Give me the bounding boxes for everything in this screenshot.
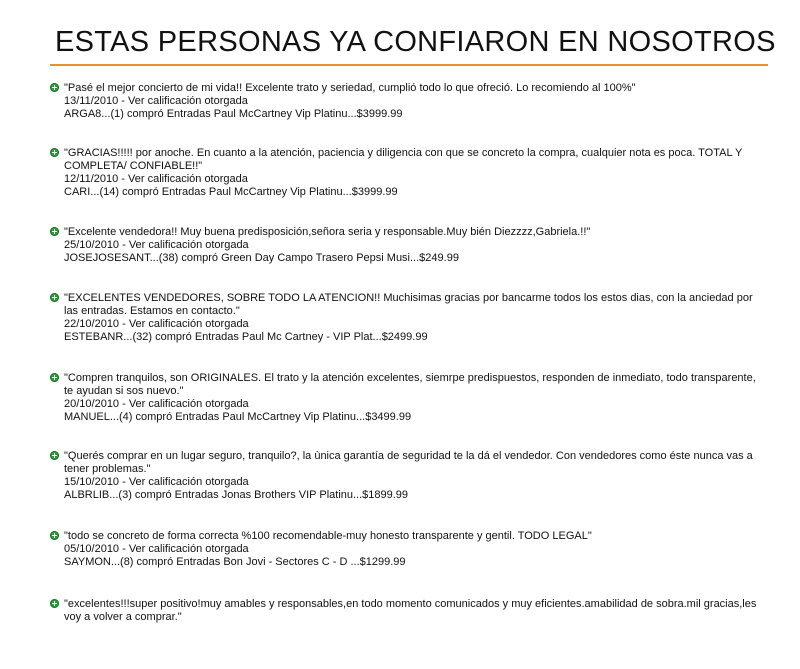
plus-circle-icon xyxy=(50,227,59,236)
review-purchase: MANUEL...(4) compró Entradas Paul McCartney Vip Platinu...$3499.99 xyxy=(64,411,412,423)
review-date-link[interactable]: 22/10/2010 - Ver calificación otorgada xyxy=(64,318,249,330)
review-item xyxy=(50,598,760,624)
plus-circle-icon xyxy=(50,451,59,460)
review-item xyxy=(50,82,760,121)
review-quote: "Pasé el mejor concierto de mi vida!! Excelente trato y seriedad, cumplió todo lo que ofreció. Lo recomiendo al 100%" xyxy=(64,82,636,94)
plus-circle-icon xyxy=(50,599,59,608)
review-quote: "EXCELENTES VENDEDORES, SOBRE TODO LA ATENCION!! Muchisimas gracias por bancarme todos los estos dias, con la anciedad por las entradas. Estamos en contacto." xyxy=(64,292,753,317)
review-quote: "excelentes!!!super positivo!muy amables y responsables,en todo momento comunicados y muy eficientes.amabilidad de sobra.mil gracias,les voy a volver a comprar." xyxy=(64,598,757,623)
review-purchase: CARI...(14) compró Entradas Paul McCartney Vip Platinu...$3999.99 xyxy=(64,186,398,198)
plus-circle-icon xyxy=(50,373,59,382)
page-title: ESTAS PERSONAS YA CONFIARON EN NOSOTROS xyxy=(55,26,776,58)
plus-circle-icon xyxy=(50,83,59,92)
review-quote: "todo se concreto de forma correcta %100 recomendable-muy honesto transparente y gentil. TODO LEGAL" xyxy=(64,530,592,542)
review-date-link[interactable]: 12/11/2010 - Ver calificación otorgada xyxy=(64,173,248,185)
review-quote: "Querés comprar en un lugar seguro, tranquilo?, la ùnica garantía de seguridad te la dá el vendedor. Con vendedores como éste nunca vas a tener problemas." xyxy=(64,450,753,475)
plus-circle-icon xyxy=(50,531,59,540)
review-date-link[interactable]: 20/10/2010 - Ver calificación otorgada xyxy=(64,398,249,410)
review-purchase: ESTEBANR...(32) compró Entradas Paul Mc Cartney - VIP Plat...$2499.99 xyxy=(64,331,428,343)
review-item xyxy=(50,450,760,502)
review-date-link[interactable]: 15/10/2010 - Ver calificación otorgada xyxy=(64,476,249,488)
review-quote: "Compren tranquilos, son ORIGINALES. El trato y la atención excelentes, siemrpe predispuestos, responden de inmediato, todo transparente, te ayudan si sos nuevo." xyxy=(64,372,756,397)
review-date-link[interactable]: 13/11/2010 - Ver calificación otorgada xyxy=(64,95,248,107)
review-purchase: SAYMON...(8) compró Entradas Bon Jovi - Sectores C - D ...$1299.99 xyxy=(64,556,406,568)
review-quote: "Excelente vendedora!! Muy buena predisposición,señora seria y responsable.Muy bién Diezzzz,Gabriela.!!" xyxy=(64,226,591,238)
review-item xyxy=(50,292,760,344)
review-purchase: ALBRLIB...(3) compró Entradas Jonas Brothers VIP Platinu...$1899.99 xyxy=(64,489,409,501)
review-item xyxy=(50,147,760,199)
review-purchase: ARGA8...(1) compró Entradas Paul McCartney Vip Platinu...$3999.99 xyxy=(64,108,403,120)
review-quote: "GRACIAS!!!!! por anoche. En cuanto a la atención, paciencia y diligencia con que se concreto la compra, cualquier nota es poca. TOTAL Y COMPLETA/ CONFIABLE!!" xyxy=(64,147,743,172)
review-purchase: JOSEJOSESANT...(38) compró Green Day Campo Trasero Pepsi Musi...$249.99 xyxy=(64,252,459,264)
plus-circle-icon xyxy=(50,148,59,157)
review-date-link[interactable]: 25/10/2010 - Ver calificación otorgada xyxy=(64,239,249,251)
title-divider xyxy=(50,64,768,66)
review-date-link[interactable]: 05/10/2010 - Ver calificación otorgada xyxy=(64,543,249,555)
review-item xyxy=(50,530,760,569)
plus-circle-icon xyxy=(50,293,59,302)
review-item xyxy=(50,226,760,265)
review-item xyxy=(50,372,760,424)
